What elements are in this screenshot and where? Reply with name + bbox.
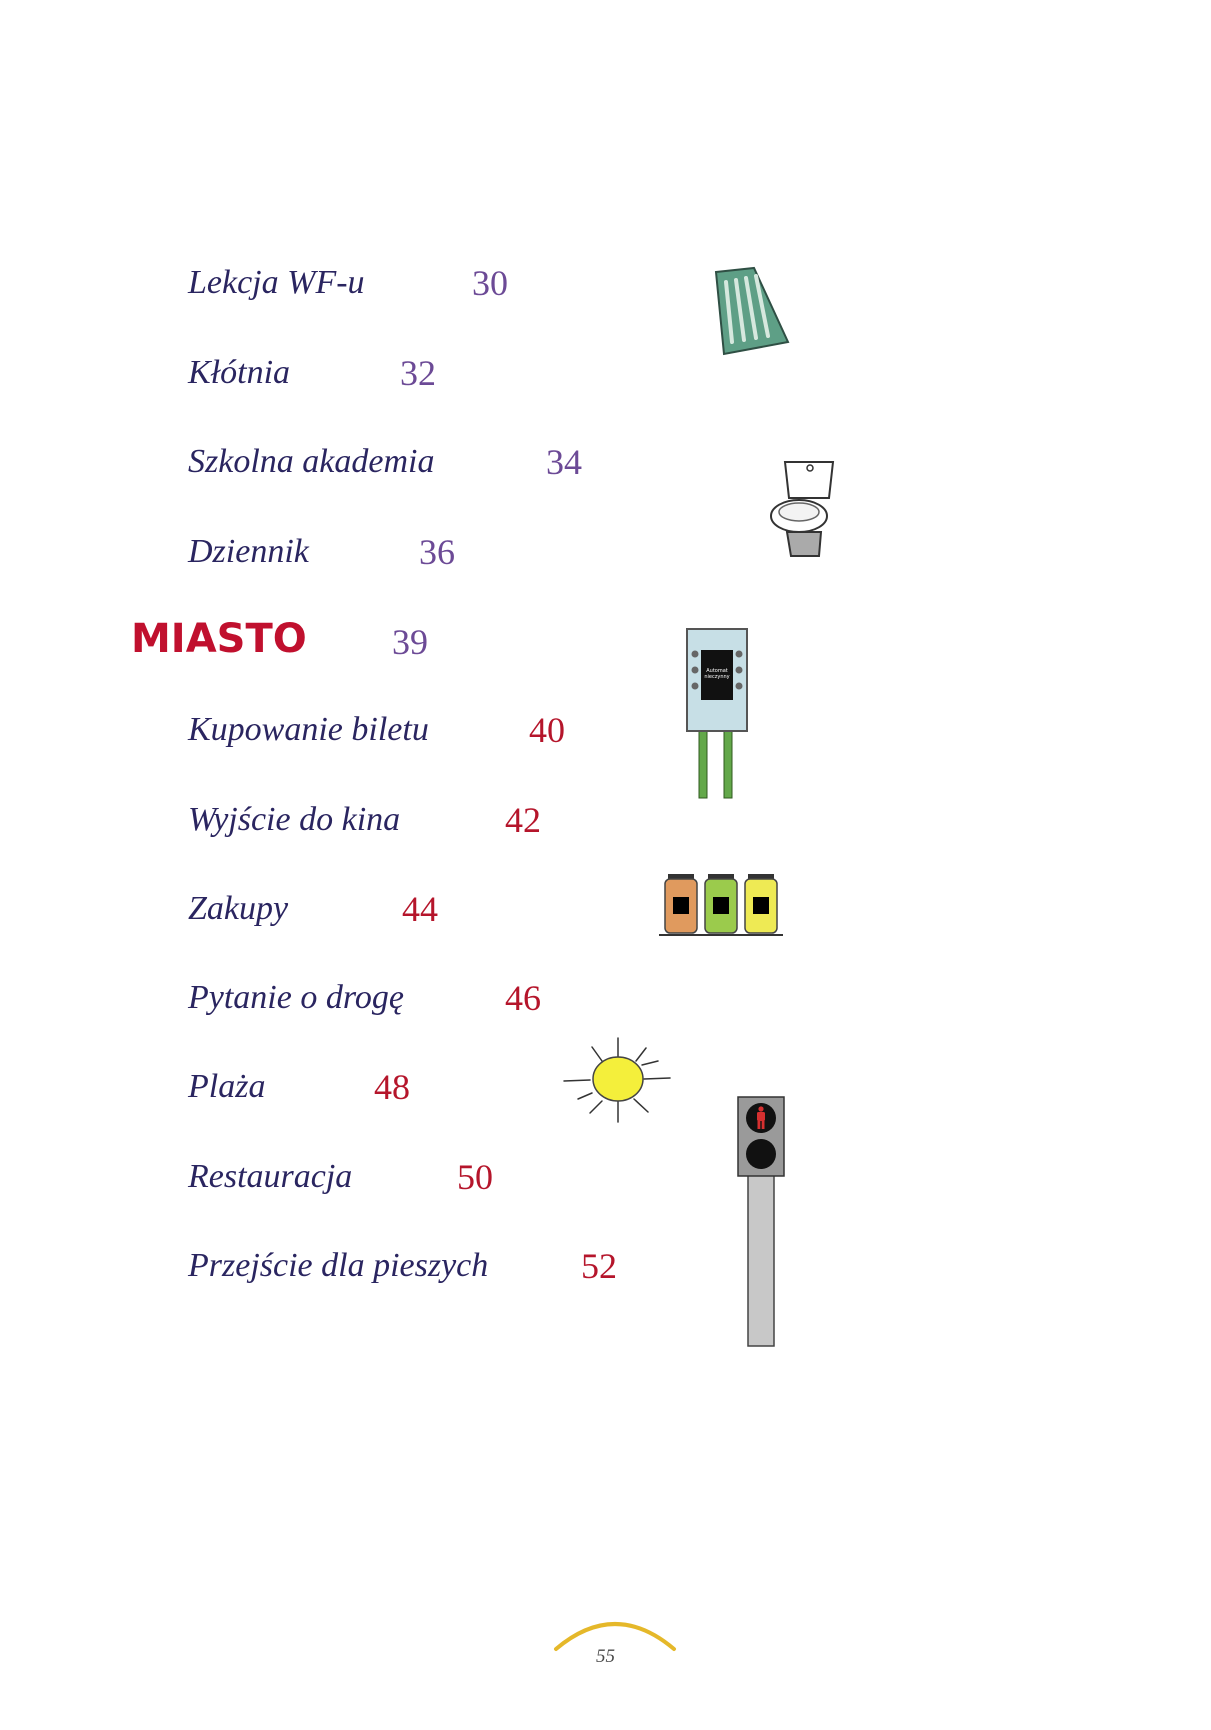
recycling-bins-icon <box>658 872 784 938</box>
section-heading: MIASTO <box>131 616 307 662</box>
toc-entry-page: 40 <box>529 710 565 750</box>
toc-entry-page: 52 <box>581 1246 617 1286</box>
toilet-icon <box>765 458 837 558</box>
toc-entry-title: Zakupy <box>188 890 289 927</box>
toc-entry-title: Przejście dla pieszych <box>188 1247 489 1284</box>
toc-entry-page: 42 <box>505 800 541 840</box>
toc-entry-page: 46 <box>505 978 541 1018</box>
ticket-machine-icon <box>686 628 750 800</box>
toc-entry-title: Kupowanie biletu <box>188 711 429 748</box>
toc-entry-title: Dziennik <box>188 533 309 570</box>
toc-entry-page: 44 <box>402 889 438 929</box>
toc-entry-title: Kłótnia <box>188 354 291 391</box>
toc-entry-page: 36 <box>419 532 455 572</box>
pedestrian-light-icon <box>736 1096 786 1348</box>
toc-entry-page: 32 <box>400 353 436 393</box>
toc-entry-title: Lekcja WF-u <box>188 264 365 301</box>
page-number: 55 <box>596 1646 615 1667</box>
toc-entry-title: Szkolna akademia <box>188 443 435 480</box>
sun-icon <box>562 1035 672 1125</box>
toc-entry-title: Plaża <box>188 1068 266 1105</box>
section-page: 39 <box>392 622 428 662</box>
toc-entry-title: Restauracja <box>188 1158 353 1195</box>
toc-entry-title: Wyjście do kina <box>188 801 401 838</box>
toc-entry-title: Pytanie o drogę <box>188 979 404 1016</box>
machine-label-line1: Automat <box>706 668 728 674</box>
toc-entry-page: 48 <box>374 1067 410 1107</box>
toc-entry-page: 50 <box>457 1157 493 1197</box>
toc-entry-page: 30 <box>472 263 508 303</box>
toc-entry-page: 34 <box>546 442 582 482</box>
machine-label-line2: nieczynny <box>704 674 730 680</box>
trash-can-icon <box>710 266 792 358</box>
